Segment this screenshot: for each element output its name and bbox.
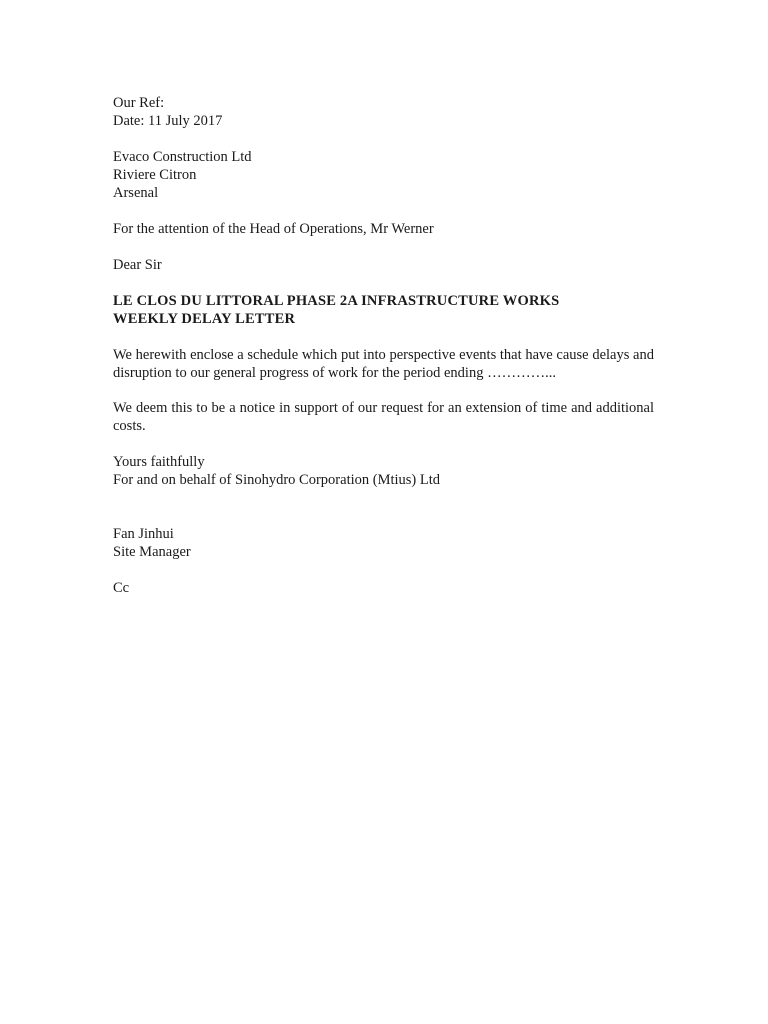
recipient-address-line2: Arsenal [113, 185, 159, 201]
subject-line-1: LE CLOS DU LITTORAL PHASE 2A INFRASTRUCTURE WORKS [113, 293, 560, 309]
body-paragraph-2: We deem this to be a notice in support of our request for an extension of time and additional costs. [113, 400, 654, 434]
signatory-name: Fan Jinhui [113, 526, 174, 542]
recipient-company: Evaco Construction Ltd [113, 149, 252, 165]
on-behalf-line: For and on behalf of Sinohydro Corporation (Mtius) Ltd [113, 472, 441, 488]
body-paragraph-1: We herewith enclose a schedule which put into perspective events that have cause delays and disruption to our general progress of work for the period ending …………... [113, 347, 654, 381]
signatory-title: Site Manager [113, 544, 191, 560]
letter-date: Date: 11 July 2017 [113, 113, 223, 129]
recipient-address-line1: Riviere Citron [113, 167, 197, 183]
subject-line-2: WEEKLY DELAY LETTER [113, 311, 296, 327]
attention-line: For the attention of the Head of Operations, Mr Werner [113, 221, 434, 237]
our-ref: Our Ref: [113, 95, 165, 111]
cc-line: Cc [113, 580, 130, 596]
closing: Yours faithfully [113, 454, 205, 470]
salutation: Dear Sir [113, 257, 162, 273]
